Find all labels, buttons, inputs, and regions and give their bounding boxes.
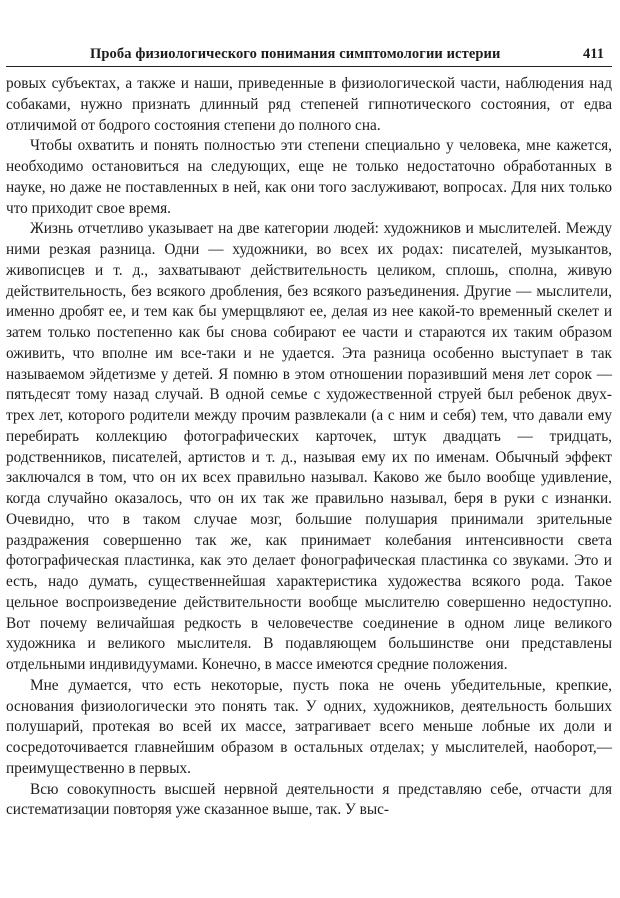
paragraph-nervous-activity: Всю совокупность высшей нервной деятельности я представляю себе, отчасти для систематизации повторяя уже сказанное выше, так. У выс- [6, 780, 612, 819]
page-number: 411 [583, 46, 604, 62]
paragraph-physiology: Мне думается, что есть некоторые, пусть пока не очень убедительные, крепкие, основания физиологически это понять так. У одних, художников, деятельность больших полушарий, протекая во всей их массе, затрагивает всего меньше лобные их доли и сосредоточивается главнейшим образом в остальных отделах; у мыслителей, наоборот,— преимущественно в первых. [6, 676, 612, 777]
paragraph-artists-thinkers: Жизнь отчетливо указывает на две категории людей: художников и мыслителей. Между ними резкая разница. Одни — художники, во всех их родах: писателей, музыкантов, живописцев и т. д., захватывают действительность целиком, сплошь, сполна, живую действительность, без всякого дробления, без всякого разъединения. Другие — мыслители, именно дробят ее, и тем как бы умерщвляют ее, делая из нее какой-то временный скелет и затем только постепенно как бы снова собирают ее части и стараются их таким образом оживить, что вполне им все-таки и не удается. Эта разница особенно выступает в так называемом эйдетизме у детей. Я помню в этом отношении поразивший меня лет сорок — пятьдесят тому назад случай. В одной семье с художественной струей был ребенок двух-трех лет, которого родители между прочим развлекали (а с ним и себя) тем, что давали ему перебирать коллекцию фотографических карточек, штук двадцать — тридцать, родственников, писателей, артистов и т. д., называя ему их по именам. Обычный эффект заключался в том, что он их всех правильно называл. Каково же было вообще удивление, когда случайно оказалось, что он их так же правильно называл, беря в руки с изнанки. Очевидно, что в таком случае мозг, большие полушария принимали зрительные раздражения совершенно так же, как принимает колебания интенсивности света фотографическая пластинка, как это делает фонографическая пластинка со звуками. Это и есть, надо думать, существеннейшая характеристика художества всякого рода. Такое цельное воспроизведение действительности вообще мыслителю совершенно недоступно. Вот почему величайшая редкость в человечестве соединение в одном лице великого художника и великого мыслителя. В подавляющем большинстве они представлены отдельными индивидуумами. Конечно, в массе имеются средние положения. [6, 220, 612, 673]
running-head [6, 44, 612, 67]
paragraph-continuation: ровых субъектах, а также и наши, приведенные в физиологической части, наблюдения над собаками, нужно признать длинный ряд степеней гипнотического состояния, от едва отличимой от бодрого состояния степени до полного сна. [6, 75, 612, 134]
body-text [6, 74, 612, 821]
running-title: Проба физиологического понимания симптомологии истерии [90, 46, 501, 62]
paragraph-degrees: Чтобы охватить и понять полностью эти степени специально у человека, мне кажется, необходимо остановиться на следующих, еще не только недостаточно обработанных в науке, но даже не поставленных в ней, как они того заслуживают, вопросах. Для них только что приходит свое время. [6, 137, 612, 217]
